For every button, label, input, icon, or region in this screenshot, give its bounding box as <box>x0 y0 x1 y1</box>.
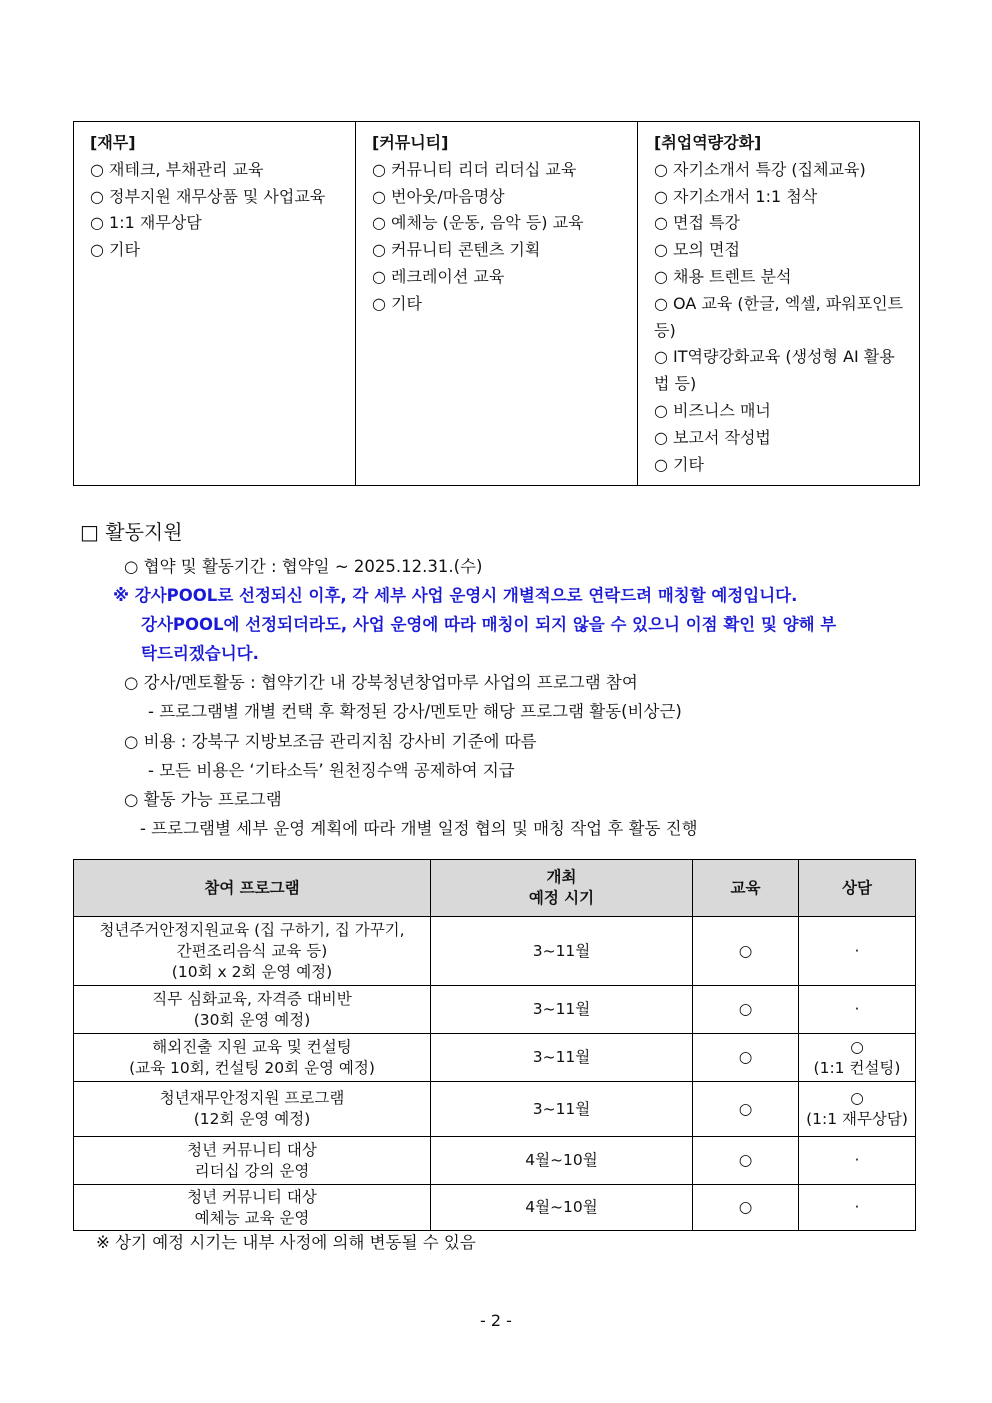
program-line: (교육 10회, 컨설팅 20회 운영 예정) <box>129 1058 375 1077</box>
list-item: ○ 번아웃/마음명상 <box>372 186 505 206</box>
consulting-cell <box>799 917 916 986</box>
consulting-line: · <box>854 1000 860 1018</box>
consulting-line: ○ <box>850 1037 864 1056</box>
finance-column <box>74 122 356 486</box>
list-item: ○ 재테크, 부채관리 교육 <box>90 159 264 179</box>
program-cell <box>74 1034 431 1082</box>
cost-text: ○ 비용 : 강북구 지방보조금 관리지침 강사비 기준에 따름 <box>124 732 537 751</box>
education-cell: ○ <box>693 1185 799 1231</box>
schedule-cell: 4월~10월 <box>431 1185 693 1231</box>
list-item: ○ 커뮤니티 콘텐츠 기획 <box>372 240 541 260</box>
consulting-cell <box>799 1137 916 1185</box>
table-row <box>74 1082 916 1137</box>
education-cell: ○ <box>693 1082 799 1137</box>
program-line: 청년주거안정지원교육 (집 구하기, 집 가꾸기, <box>99 920 405 939</box>
consulting-cell <box>799 986 916 1034</box>
program-line: 해외진출 지원 교육 및 컨설팅 <box>152 1037 352 1056</box>
notice-line-2: 강사POOL에 선정되더라도, 사업 운영에 따라 매칭이 되지 않을 수 있으니 이점 확인 및 양해 부 <box>141 615 837 634</box>
community-column <box>356 122 638 486</box>
header-schedule-line: 개최 <box>546 868 577 886</box>
header-schedule <box>431 860 693 917</box>
header-consulting: 상담 <box>799 860 916 917</box>
list-item: ○ 채용 트렌트 분석 <box>654 266 792 286</box>
period-text: ○ 협약 및 활동기간 : 협약일 ~ 2025.12.31.(수) <box>124 557 483 576</box>
consulting-line: · <box>854 1151 860 1169</box>
programs-text: ○ 활동 가능 프로그램 <box>124 790 282 809</box>
section-title: □ 활동지원 <box>80 520 183 544</box>
list-item: ○ 기타 <box>372 293 422 313</box>
list-item: ○ 레크레이션 교육 <box>372 266 505 286</box>
list-item: ○ 모의 면접 <box>654 240 740 260</box>
list-item: ○ 비즈니스 매너 <box>654 400 771 420</box>
list-item: ○ 커뮤니티 리더 리더십 교육 <box>372 159 577 179</box>
table-row <box>74 1185 916 1231</box>
schedule-cell: 3~11월 <box>431 1082 693 1137</box>
program-table <box>73 859 916 1231</box>
list-item: ○ 1:1 재무상담 <box>90 213 202 233</box>
program-line: 청년 커뮤니티 대상 <box>187 1187 317 1206</box>
header-education: 교육 <box>693 860 799 917</box>
program-line: (10회 x 2회 운영 예정) <box>171 962 333 981</box>
column-title: [커뮤니티] <box>372 133 449 152</box>
program-line: (30회 운영 예정) <box>193 1010 311 1029</box>
consulting-line: (1:1 재무상담) <box>806 1110 908 1128</box>
schedule-change-note: ※ 상기 예정 시기는 내부 사정에 의해 변동될 수 있음 <box>96 1233 476 1252</box>
consulting-line: · <box>854 941 860 960</box>
table-row <box>74 986 916 1034</box>
header-program: 참여 프로그램 <box>74 860 431 917</box>
schedule-cell: 3~11월 <box>431 986 693 1034</box>
education-cell: ○ <box>693 1137 799 1185</box>
list-item: ○ 자기소개서 1:1 첨삭 <box>654 186 818 206</box>
notice-line-1: ※ 강사POOL로 선정되신 이후, 각 세부 사업 운영시 개별적으로 연락드려 매칭할 예정입니다. <box>113 586 798 605</box>
program-line: 예체능 교육 운영 <box>194 1208 310 1227</box>
column-title: [재무] <box>90 133 136 152</box>
list-item: ○ 기타 <box>654 454 704 474</box>
activity-sub-text: - 프로그램별 개별 컨택 후 확정된 강사/멘토만 해당 프로그램 활동(비상근) <box>148 702 682 721</box>
program-line: 청년 커뮤니티 대상 <box>187 1140 317 1159</box>
schedule-cell: 3~11월 <box>431 1034 693 1082</box>
list-item: ○ 기타 <box>90 240 140 260</box>
program-cell <box>74 1185 431 1231</box>
consulting-line: (1:1 컨설팅) <box>813 1058 901 1077</box>
consulting-line: · <box>854 1198 860 1216</box>
education-cell: ○ <box>693 986 799 1034</box>
header-schedule-line: 예정 시기 <box>528 889 595 907</box>
program-line: (12회 운영 예정) <box>193 1110 311 1128</box>
cost-sub-text: - 모든 비용은 ‘기타소득’ 원천징수액 공제하여 지급 <box>148 761 515 780</box>
consulting-line: ○ <box>850 1089 864 1107</box>
list-item: ○ OA 교육 (한글, 엑셀, 파워포인트 등) <box>654 293 904 340</box>
activity-text: ○ 강사/멘토활동 : 협약기간 내 강북청년창업마루 사업의 프로그램 참여 <box>124 673 638 692</box>
consulting-cell <box>799 1185 916 1231</box>
list-item: ○ IT역량강화교육 (생성형 AI 활용법 등) <box>654 347 895 394</box>
list-item: ○ 정부지원 재무상품 및 사업교육 <box>90 186 326 206</box>
list-item: ○ 자기소개서 특강 (집체교육) <box>654 159 866 179</box>
column-title: [취업역량강화] <box>654 133 762 152</box>
program-line: 청년재무안정지원 프로그램 <box>159 1089 345 1107</box>
category-table <box>73 121 920 486</box>
programs-sub-text: - 프로그램별 세부 운영 계획에 따라 개별 일정 협의 및 매칭 작업 후 활동 진행 <box>140 819 698 838</box>
consulting-cell <box>799 1034 916 1082</box>
schedule-cell: 3~11월 <box>431 917 693 986</box>
program-cell <box>74 1082 431 1137</box>
table-row <box>74 1137 916 1185</box>
employment-column <box>638 122 920 486</box>
program-cell <box>74 917 431 986</box>
consulting-cell <box>799 1082 916 1137</box>
table-row <box>74 1034 916 1082</box>
education-cell: ○ <box>693 917 799 986</box>
program-line: 리더십 강의 운영 <box>194 1161 310 1180</box>
schedule-cell: 4월~10월 <box>431 1137 693 1185</box>
education-cell: ○ <box>693 1034 799 1082</box>
program-cell <box>74 986 431 1034</box>
program-line: 직무 심화교육, 자격증 대비반 <box>152 989 352 1008</box>
list-item: ○ 면접 특강 <box>654 213 740 233</box>
table-row <box>74 917 916 986</box>
program-line: 간편조리음식 교육 등) <box>176 941 328 960</box>
page-number: - 2 - <box>480 1311 512 1330</box>
table-header-row <box>74 860 916 917</box>
program-cell <box>74 1137 431 1185</box>
list-item: ○ 보고서 작성법 <box>654 427 771 447</box>
list-item: ○ 예체능 (운동, 음악 등) 교육 <box>372 213 584 233</box>
notice-line-3: 탁드리겠습니다. <box>141 644 259 663</box>
